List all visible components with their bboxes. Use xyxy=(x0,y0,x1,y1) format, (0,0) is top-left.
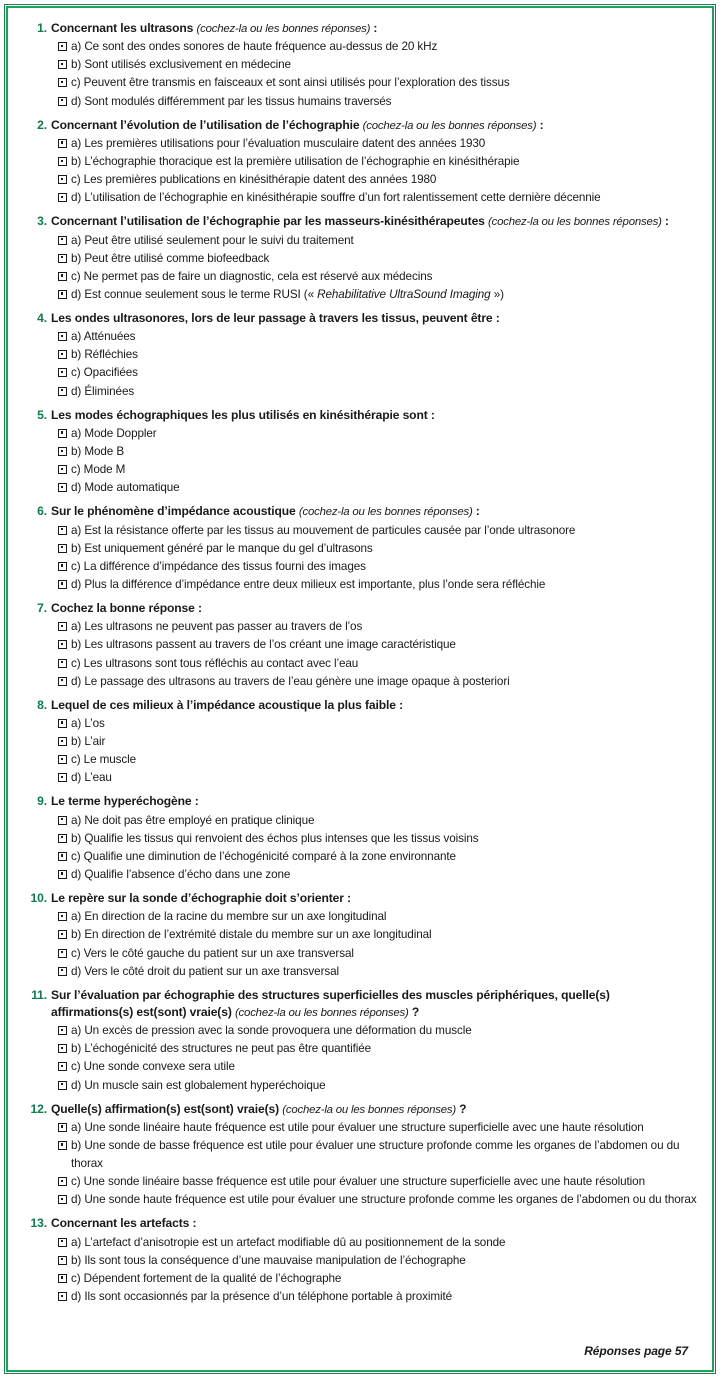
question-instruction: (cochez-la ou les bonnes réponses) xyxy=(196,23,371,35)
checkbox-icon[interactable] xyxy=(58,852,67,861)
option-row[interactable] xyxy=(22,443,698,461)
checkbox-icon[interactable] xyxy=(58,387,67,396)
question-statement: Les ondes ultrasonores, lors de leur passage à travers les tissus, peuvent être : xyxy=(51,311,500,326)
checkbox-icon[interactable] xyxy=(58,78,67,87)
option-row[interactable] xyxy=(22,74,698,92)
checkbox-icon[interactable] xyxy=(58,1177,67,1186)
option-label: d) Un muscle sain est globalement hyperéchoique xyxy=(71,1078,326,1092)
checkbox-icon[interactable] xyxy=(58,290,67,299)
option-label: c) Une sonde linéaire basse fréquence est utile pour évaluer une structure superficielle avec une haute résolution xyxy=(71,1175,645,1189)
option-row[interactable] xyxy=(22,56,698,74)
option-label: d) Plus la différence d’impédance entre deux milieux est importante, plus l’onde sera réfléchie xyxy=(71,577,546,591)
checkbox-icon[interactable] xyxy=(58,773,67,782)
option-row[interactable] xyxy=(22,963,698,981)
question-list xyxy=(22,20,698,1338)
checkbox-icon[interactable] xyxy=(58,834,67,843)
checkbox-icon[interactable] xyxy=(58,719,67,728)
option-row[interactable] xyxy=(22,189,698,207)
option-row[interactable] xyxy=(22,715,698,733)
option-label: a) L’os xyxy=(71,716,105,730)
option-label: c) Mode M xyxy=(71,463,126,477)
question-heading xyxy=(22,310,698,327)
question-number: 11. xyxy=(31,987,47,1002)
option-list xyxy=(22,812,698,885)
option-row[interactable] xyxy=(22,1270,698,1288)
question-block xyxy=(22,987,698,1095)
option-row[interactable] xyxy=(22,618,698,636)
question-text xyxy=(51,697,698,714)
question-statement: Concernant l’utilisation de l’échographie par les masseurs-kinésithérapeutes xyxy=(51,214,489,229)
checkbox-icon[interactable] xyxy=(58,1238,67,1247)
question-heading xyxy=(22,117,698,134)
question-statement: Concernant les ultrasons xyxy=(51,21,197,35)
option-row[interactable] xyxy=(22,830,698,848)
option-row[interactable] xyxy=(22,1252,698,1270)
option-list xyxy=(22,135,698,208)
question-heading xyxy=(22,213,698,230)
option-row[interactable] xyxy=(22,93,698,111)
checkbox-icon[interactable] xyxy=(58,1044,67,1053)
question-statement: Sur l’évaluation par échographie des structures superficielles des muscles périphériques, quelle(s) affirmations(s) est(sont) vraie(s) xyxy=(51,987,610,1019)
option-label: d) Éliminées xyxy=(71,384,135,398)
option-list xyxy=(22,1234,698,1307)
option-row[interactable] xyxy=(22,926,698,944)
option-label: d) Sont modulés différemment par les tissus humains traversés xyxy=(71,94,392,108)
question-block xyxy=(22,890,698,981)
question-suffix: : xyxy=(536,117,544,132)
checkbox-icon[interactable] xyxy=(58,737,67,746)
option-label: a) Les premières utilisations pour l’évaluation musculaire datent des années 1930 xyxy=(71,136,486,150)
option-label: c) Le muscle xyxy=(71,753,137,767)
question-text xyxy=(51,310,698,327)
option-row[interactable] xyxy=(22,328,698,346)
option-label: b) Ils sont tous la conséquence d’une mauvaise manipulation de l’échographe xyxy=(71,1253,466,1267)
question-block xyxy=(22,793,698,884)
checkbox-icon[interactable] xyxy=(58,1081,67,1090)
option-label: a) Un excès de pression avec la sonde provoquera une déformation du muscle xyxy=(71,1024,472,1038)
option-row[interactable] xyxy=(22,866,698,884)
option-list xyxy=(22,618,698,691)
question-number: 12. xyxy=(30,1101,47,1116)
option-row[interactable] xyxy=(22,38,698,56)
question-suffix: ? xyxy=(455,1101,467,1116)
question-statement: Concernant les artefacts : xyxy=(51,1216,197,1231)
option-row[interactable] xyxy=(22,1119,698,1137)
question-block xyxy=(22,1101,698,1210)
checkbox-icon[interactable] xyxy=(58,368,67,377)
checkbox-icon[interactable] xyxy=(58,1141,67,1150)
question-number: 13. xyxy=(30,1216,47,1231)
question-block xyxy=(22,117,698,208)
question-statement: Les modes échographiques les plus utilisés en kinésithérapie sont : xyxy=(51,407,435,422)
option-list xyxy=(22,232,698,305)
option-label: a) Atténuées xyxy=(71,330,136,344)
checkbox-icon[interactable] xyxy=(58,97,67,106)
checkbox-icon[interactable] xyxy=(58,193,67,202)
checkbox-icon[interactable] xyxy=(58,1026,67,1035)
question-text xyxy=(51,503,698,520)
option-label: b) Peut être utilisé comme biofeedback xyxy=(71,251,270,265)
checkbox-icon[interactable] xyxy=(58,544,67,553)
question-statement: Quelle(s) affirmation(s) est(sont) vraie(s) xyxy=(51,1101,283,1116)
checkbox-icon[interactable] xyxy=(58,870,67,879)
option-label: b) Une sonde de basse fréquence est utile pour évaluer une structure profonde comme les organes de l’abdomen ou du thorax xyxy=(71,1138,680,1171)
option-label: c) Une sonde convexe sera utile xyxy=(71,1060,235,1074)
checkbox-icon[interactable] xyxy=(58,912,67,921)
option-row[interactable] xyxy=(22,733,698,751)
question-block xyxy=(22,600,698,691)
checkbox-icon[interactable] xyxy=(58,465,67,474)
option-label: b) Les ultrasons passent au travers de l’os créant une image caractéristique xyxy=(71,638,456,652)
question-heading xyxy=(22,987,698,1021)
option-label: d) Vers le côté droit du patient sur un axe transversal xyxy=(71,964,340,978)
option-row[interactable] xyxy=(22,636,698,654)
question-instruction: (cochez-la ou les bonnes réponses) xyxy=(362,119,537,132)
checkbox-icon[interactable] xyxy=(58,350,67,359)
checkbox-icon[interactable] xyxy=(58,526,67,535)
question-suffix: : xyxy=(370,21,378,35)
option-list xyxy=(22,1022,698,1095)
question-block xyxy=(22,503,698,594)
question-instruction: (cochez-la ou les bonnes réponses) xyxy=(298,506,473,519)
question-number: 3. xyxy=(37,214,47,229)
option-row[interactable] xyxy=(22,153,698,171)
checkbox-icon[interactable] xyxy=(58,1274,67,1283)
question-text xyxy=(51,600,698,617)
question-instruction: (cochez-la ou les bonnes réponses) xyxy=(234,1006,409,1019)
option-row[interactable] xyxy=(22,1040,698,1058)
question-statement: Le terme hyperéchogène : xyxy=(51,794,199,809)
question-instruction: (cochez-la ou les bonnes réponses) xyxy=(282,1103,456,1116)
option-list xyxy=(22,425,698,498)
checkbox-icon[interactable] xyxy=(58,1292,67,1301)
option-row[interactable] xyxy=(22,135,698,153)
question-statement: Concernant l’évolution de l’utilisation de l’échographie xyxy=(51,117,363,132)
option-list xyxy=(22,1119,698,1210)
question-heading xyxy=(22,1215,698,1232)
option-label: b) L’air xyxy=(71,735,106,749)
checkbox-icon[interactable] xyxy=(58,622,67,631)
question-number: 8. xyxy=(37,697,47,712)
checkbox-icon[interactable] xyxy=(58,677,67,686)
option-row[interactable] xyxy=(22,1137,698,1173)
question-number: 2. xyxy=(37,117,47,132)
option-row[interactable] xyxy=(22,558,698,576)
option-label: d) Mode automatique xyxy=(71,481,180,495)
question-suffix: : xyxy=(661,214,669,229)
question-text xyxy=(51,1215,698,1232)
option-label: a) Peut être utilisé seulement pour le suivi du traitement xyxy=(71,233,354,247)
checkbox-icon[interactable] xyxy=(58,332,67,341)
checkbox-icon[interactable] xyxy=(58,580,67,589)
option-label: b) En direction de l’extrémité distale du membre sur un axe longitudinal xyxy=(71,928,432,942)
question-heading xyxy=(22,503,698,520)
option-label: c) Dépendent fortement de la qualité de l’échographe xyxy=(71,1271,342,1285)
question-heading xyxy=(22,890,698,907)
question-heading xyxy=(22,697,698,714)
option-label: b) Qualifie les tissus qui renvoient des échos plus intenses que les tissus voisins xyxy=(71,831,479,845)
option-row[interactable] xyxy=(22,346,698,364)
checkbox-icon[interactable] xyxy=(58,967,67,976)
option-list xyxy=(22,38,698,111)
option-row[interactable] xyxy=(22,751,698,769)
question-text xyxy=(51,407,698,424)
option-label: c) Les ultrasons sont tous réfléchis au contact avec l’eau xyxy=(71,656,359,670)
checkbox-icon[interactable] xyxy=(58,816,67,825)
option-label: c) Peuvent être transmis en faisceaux et sont ainsi utilisés pour l’exploration des tissus xyxy=(71,76,510,90)
question-statement: Le repère sur la sonde d’échographie doit s’orienter : xyxy=(51,891,351,906)
option-row[interactable] xyxy=(22,1191,698,1209)
question-text xyxy=(51,1101,698,1118)
question-text xyxy=(51,20,698,37)
question-block xyxy=(22,407,698,498)
option-label: a) Ce sont des ondes sonores de haute fréquence au-dessus de 20 kHz xyxy=(71,40,438,54)
checkbox-icon[interactable] xyxy=(58,447,67,456)
option-label: d) Est connue seulement sous le terme RUSI (« Rehabilitative UltraSound Imaging ») xyxy=(71,287,504,301)
option-row[interactable] xyxy=(22,383,698,401)
question-number: 7. xyxy=(37,601,47,616)
question-number: 6. xyxy=(37,504,47,519)
option-row[interactable] xyxy=(22,364,698,382)
answers-reference: Réponses page 57 xyxy=(584,1344,688,1358)
option-label: d) Une sonde haute fréquence est utile pour évaluer une structure profonde comme les organes de l’abdomen ou du thorax xyxy=(71,1193,697,1207)
option-label: b) Mode B xyxy=(71,445,125,459)
quiz-frame xyxy=(6,6,714,1372)
option-label: c) Opacifiées xyxy=(71,366,138,380)
option-label: d) Le passage des ultrasons au travers de l’eau génère une image opaque à posteriori xyxy=(71,674,510,688)
question-number: 5. xyxy=(37,407,47,422)
checkbox-icon[interactable] xyxy=(58,483,67,492)
question-number: 4. xyxy=(37,311,47,326)
checkbox-icon[interactable] xyxy=(58,236,67,245)
option-row[interactable] xyxy=(22,171,698,189)
option-row[interactable] xyxy=(22,848,698,866)
question-statement: Cochez la bonne réponse : xyxy=(51,601,202,616)
option-row[interactable] xyxy=(22,1058,698,1076)
checkbox-icon[interactable] xyxy=(58,254,67,263)
option-label: b) Sont utilisés exclusivement en médecine xyxy=(71,58,291,72)
option-list xyxy=(22,715,698,788)
option-row[interactable] xyxy=(22,268,698,286)
question-heading xyxy=(22,600,698,617)
checkbox-icon[interactable] xyxy=(58,930,67,939)
option-list xyxy=(22,522,698,595)
checkbox-icon[interactable] xyxy=(58,139,67,148)
checkbox-icon[interactable] xyxy=(58,272,67,281)
question-block xyxy=(22,1215,698,1306)
option-label: a) Une sonde linéaire haute fréquence est utile pour évaluer une structure superficielle avec une haute résolution xyxy=(71,1120,644,1134)
checkbox-icon[interactable] xyxy=(58,429,67,438)
option-row[interactable] xyxy=(22,673,698,691)
option-label: c) Vers le côté gauche du patient sur un axe transversal xyxy=(71,946,354,960)
option-label: d) Qualifie l’absence d’écho dans une zone xyxy=(71,867,291,881)
checkbox-icon[interactable] xyxy=(58,1062,67,1071)
checkbox-icon[interactable] xyxy=(58,1256,67,1265)
question-number: 10. xyxy=(30,891,47,906)
option-row[interactable] xyxy=(22,1022,698,1040)
option-row[interactable] xyxy=(22,769,698,787)
question-text xyxy=(51,793,698,810)
option-label: c) Ne permet pas de faire un diagnostic, cela est réservé aux médecins xyxy=(71,269,433,283)
question-heading xyxy=(22,20,698,37)
option-row[interactable] xyxy=(22,1077,698,1095)
option-label: c) Qualifie une diminution de l’échogénicité comparé à la zone environnante xyxy=(71,849,456,863)
option-row[interactable] xyxy=(22,655,698,673)
question-suffix: ? xyxy=(408,1004,420,1019)
option-row[interactable] xyxy=(22,232,698,250)
option-label: a) Mode Doppler xyxy=(71,426,157,440)
option-label: d) Ils sont occasionnés par la présence d’un téléphone portable à proximité xyxy=(71,1290,453,1303)
option-label: c) Les premières publications en kinésithérapie datent des années 1980 xyxy=(71,173,437,187)
question-text xyxy=(51,117,698,134)
question-block xyxy=(22,213,698,304)
option-list xyxy=(22,328,698,401)
checkbox-icon[interactable] xyxy=(58,640,67,649)
question-number: 9. xyxy=(37,794,47,809)
option-label: b) L’échographie thoracique est la première utilisation de l’échographie en kinésithérapie xyxy=(71,155,520,168)
option-label: a) En direction de la racine du membre sur un axe longitudinal xyxy=(71,910,387,924)
option-row[interactable] xyxy=(22,812,698,830)
question-heading xyxy=(22,793,698,810)
question-block xyxy=(22,697,698,788)
checkbox-icon[interactable] xyxy=(58,1195,67,1204)
option-label: a) L’artefact d’anisotropie est un artefact modifiable dû au positionnement de la sonde xyxy=(71,1235,506,1249)
checkbox-icon[interactable] xyxy=(58,175,67,184)
checkbox-icon[interactable] xyxy=(58,42,67,51)
question-instruction: (cochez-la ou les bonnes réponses) xyxy=(488,216,662,229)
option-row[interactable] xyxy=(22,1288,698,1306)
checkbox-icon[interactable] xyxy=(58,1123,67,1132)
option-row[interactable] xyxy=(22,1234,698,1252)
option-list xyxy=(22,908,698,981)
checkbox-icon[interactable] xyxy=(58,755,67,764)
option-row[interactable] xyxy=(22,945,698,963)
option-label: d) L’utilisation de l’échographie en kinésithérapie souffre d’un fort ralentissement cette dernière décennie xyxy=(71,191,601,205)
option-label: b) L’échogénicité des structures ne peut pas être quantifiée xyxy=(71,1042,372,1056)
option-label: c) La différence d’impédance des tissus fourni des images xyxy=(71,559,366,573)
option-row[interactable] xyxy=(22,250,698,268)
checkbox-icon[interactable] xyxy=(58,60,67,69)
option-label: d) L’eau xyxy=(71,771,112,785)
option-label: a) Les ultrasons ne peuvent pas passer au travers de l’os xyxy=(71,620,363,634)
question-text xyxy=(51,213,698,230)
option-row[interactable] xyxy=(22,425,698,443)
question-statement: Lequel de ces milieux à l’impédance acoustique la plus faible : xyxy=(51,697,404,712)
option-label: a) Ne doit pas être employé en pratique clinique xyxy=(71,813,315,827)
option-row[interactable] xyxy=(22,908,698,926)
option-row[interactable] xyxy=(22,576,698,594)
question-text xyxy=(51,890,698,907)
checkbox-icon[interactable] xyxy=(58,157,67,166)
option-label: b) Réfléchies xyxy=(71,348,138,362)
option-row[interactable] xyxy=(22,1173,698,1191)
option-row[interactable] xyxy=(22,479,698,497)
question-heading xyxy=(22,407,698,424)
option-row[interactable] xyxy=(22,461,698,479)
question-heading xyxy=(22,1101,698,1118)
question-block xyxy=(22,310,698,401)
option-row[interactable] xyxy=(22,522,698,540)
checkbox-icon[interactable] xyxy=(58,949,67,958)
question-statement: Sur le phénomène d’impédance acoustique xyxy=(51,504,299,519)
question-text xyxy=(51,987,698,1021)
option-label: a) Est la résistance offerte par les tissus au mouvement de particules causée par l’onde ultrasonore xyxy=(71,523,576,537)
checkbox-icon[interactable] xyxy=(58,659,67,668)
question-number: 1. xyxy=(37,21,47,35)
question-suffix: : xyxy=(472,504,480,519)
checkbox-icon[interactable] xyxy=(58,562,67,571)
option-row[interactable] xyxy=(22,540,698,558)
question-block xyxy=(22,20,698,111)
option-row[interactable] xyxy=(22,286,698,304)
option-label: b) Est uniquement généré par le manque du gel d’ultrasons xyxy=(71,541,373,555)
